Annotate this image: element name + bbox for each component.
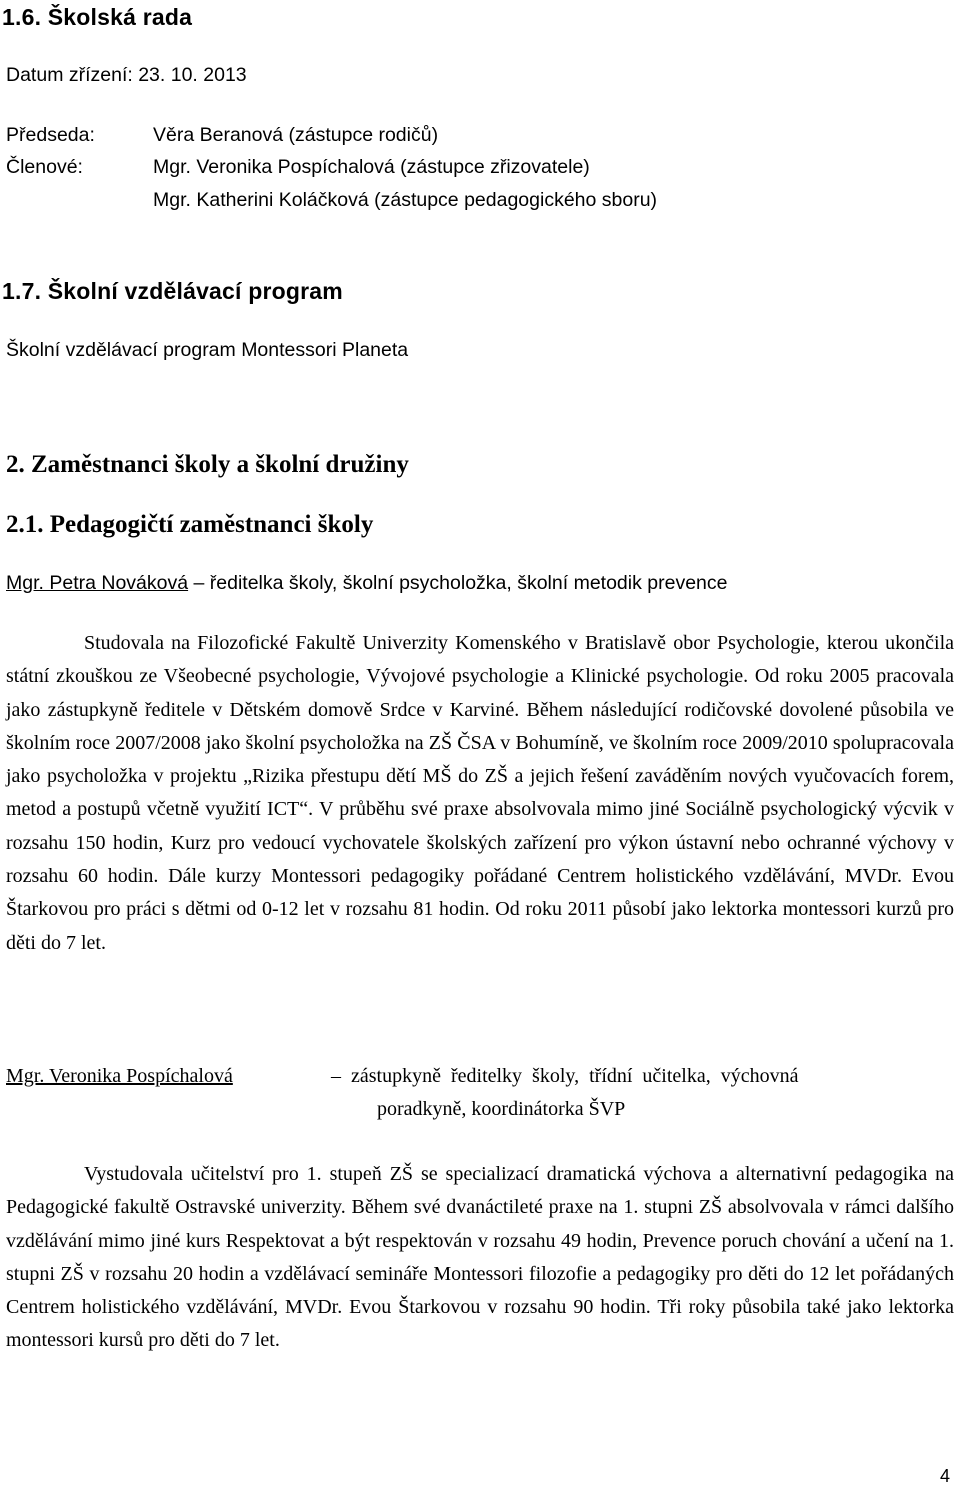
heading-1-7: 1.7. Školní vzdělávací program xyxy=(2,278,343,304)
member-item: Mgr. Veronika Pospíchalová (zástupce zřizovatele) xyxy=(153,156,590,178)
members-label: Členové: xyxy=(6,156,83,178)
program-name: Školní vzdělávací program Montessori Planeta xyxy=(6,339,409,361)
heading-1-6: 1.6. Školská rada xyxy=(2,4,193,30)
chair-label: Předseda: xyxy=(6,124,95,146)
heading-2-1: 2.1. Pedagogičtí zaměstnanci školy xyxy=(6,511,374,538)
staff-role: – ředitelka školy, školní psycholožka, školní metodik prevence xyxy=(188,572,728,594)
heading-2: 2. Zaměstnanci školy a školní družiny xyxy=(6,451,409,478)
staff-bio: Studovala na Filozofické Fakultě Univerzity Komenského v Bratislavě obor Psychologie, kterou ukončila státní zkouškou ze Všeobecné psychologie, Vývojové psychologie a Klinické psychologie. Od roku 2005 pracovala jako zástupkyně ředitele v Dětském domově Srdce v Karviné. Během následující rodičovské dovolené působila ve školním roce 2007/2008 jako školní psycholožka na ZŠ ČSA v Bohumíně, ve školním roce 2009/2010 spolupracovala jako psycholožka v projektu „Rizika přestupu dětí MŠ do ZŠ a jejich řešení zaváděním nových vyučovacích forem, metod a postupů včetně využití ICT“. V průběhu své praxe absolvovala mimo jiné Sociálně psychologický výcvik v rozsahu 150 hodin, Kurz pro vedoucí vychovatele školských zařízení pro výkon ústavní nebo ochranné výchovy v rozsahu 60 hodin. Dále kurzy Montessori pedagogiky pořádané Centrem holistického vzdělávání, MVDr. Evou Štarkovou pro práci s dětmi od 0-12 let v rozsahu 81 hodin. Od roku 2011 působí jako lektorka montessori kurzů pro děti do 7 let. xyxy=(6,632,954,954)
chair-value: Věra Beranová (zástupce rodičů) xyxy=(153,124,439,146)
staff-name: Mgr. Petra Nováková xyxy=(6,572,189,594)
founding-date: Datum zřízení: 23. 10. 2013 xyxy=(6,64,247,86)
staff-name: Mgr. Veronika Pospíchalová xyxy=(6,1065,233,1087)
page-number: 4 xyxy=(940,1466,951,1486)
staff-role: poradkyně, koordinátorka ŠVP xyxy=(377,1098,626,1120)
member-item: Mgr. Katherini Koláčková (zástupce pedagogického sboru) xyxy=(153,189,658,211)
staff-bio: Vystudovala učitelství pro 1. stupeň ZŠ se specializací dramatická výchova a alternativní pedagogika na Pedagogické fakultě Ostravské univerzity. Během své dvanáctileté praxe na 1. stupni ZŠ absolvovala v rámci dalšího vzdělávání mimo jiné kurs Respektovat a být respektován v rozsahu 49 hodin, Prevence poruch chování a učení na 1. stupni ZŠ v rozsahu 20 hodin a vzdělávací semináře Montessori filozofie a pedagogiky pro děti do 12 let pořádaných Centrem holistického vzdělávání, MVDr. Evou Štarkovou v rozsahu 90 hodin. Tři roky působila také jako lektorka montessori kursů pro děti do 7 let. xyxy=(6,1163,954,1352)
staff-role: – zástupkyně ředitelky školy, třídní učitelka, výchovná xyxy=(331,1065,799,1087)
staff-line xyxy=(6,572,728,595)
